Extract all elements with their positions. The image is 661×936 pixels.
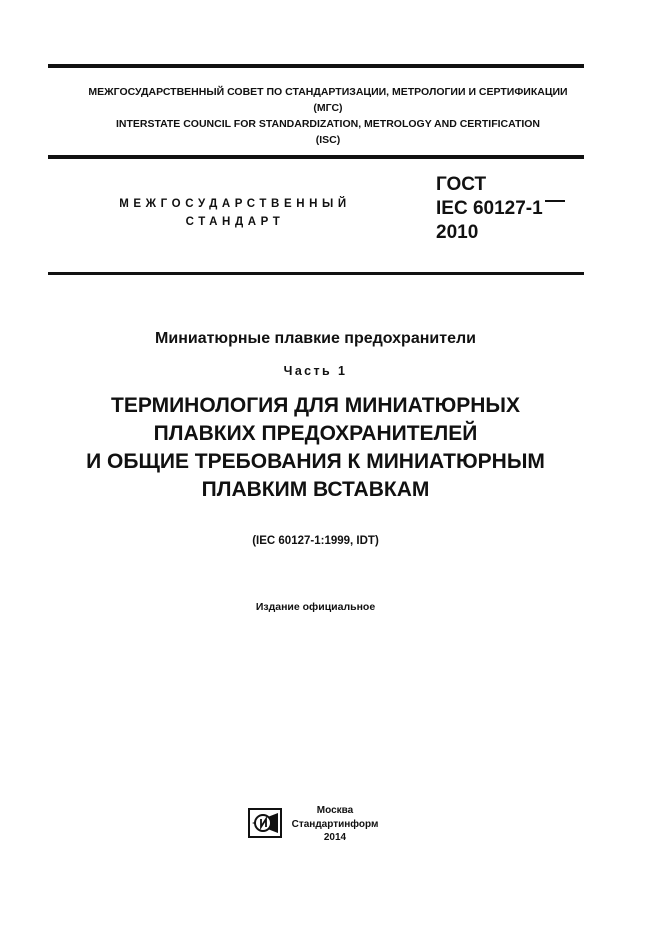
publisher-city: Москва	[316, 805, 354, 816]
middle-rule	[48, 155, 584, 159]
title-line-3: И ОБЩИЕ ТРЕБОВАНИЯ К МИНИАТЮРНЫМ	[86, 450, 545, 473]
gost-designation	[436, 173, 565, 245]
bottom-rule	[48, 272, 584, 275]
gost-number-text: IEC 60127-1	[436, 198, 543, 219]
title-line-2: ПЛАВКИХ ПРЕДОХРАНИТЕЛЕЙ	[153, 422, 478, 445]
official-edition: Издание официальное	[255, 601, 376, 613]
gost-year: 2010	[436, 222, 479, 243]
title-line-4: ПЛАВКИМ ВСТАВКАМ	[201, 478, 430, 501]
council-header	[48, 84, 608, 148]
document-part: Часть 1	[283, 364, 348, 378]
council-abbr-ru: (МГС)	[313, 102, 343, 114]
gost-number	[436, 197, 565, 221]
standard-kind-line2: СТАНДАРТ	[185, 216, 285, 228]
publisher-block	[290, 804, 380, 845]
council-abbr-en: (ISC)	[315, 134, 341, 146]
document-subtitle: Миниатюрные плавкие предохранители	[155, 330, 476, 347]
council-name-ru: МЕЖГОСУДАРСТВЕННЫЙ СОВЕТ ПО СТАНДАРТИЗАЦИИ, МЕТРОЛОГИИ И СЕРТИФИКАЦИИ	[88, 86, 568, 98]
document-title	[0, 392, 631, 504]
standartinform-logo-icon	[248, 808, 282, 838]
title-line-1: ТЕРМИНОЛОГИЯ ДЛЯ МИНИАТЮРНЫХ	[111, 394, 520, 417]
publisher-name: Стандартинформ	[291, 818, 379, 830]
publisher-year: 2014	[323, 832, 347, 843]
council-name-en: INTERSTATE COUNCIL FOR STANDARDIZATION, METROLOGY AND CERTIFICATION	[115, 118, 541, 130]
iec-reference: (IEC 60127-1:1999, IDT)	[252, 535, 379, 547]
standard-kind	[100, 195, 370, 231]
top-rule	[48, 64, 584, 68]
standard-kind-line1: МЕЖГОСУДАРСТВЕННЫЙ	[119, 198, 351, 210]
gost-label: ГОСТ	[436, 174, 487, 195]
